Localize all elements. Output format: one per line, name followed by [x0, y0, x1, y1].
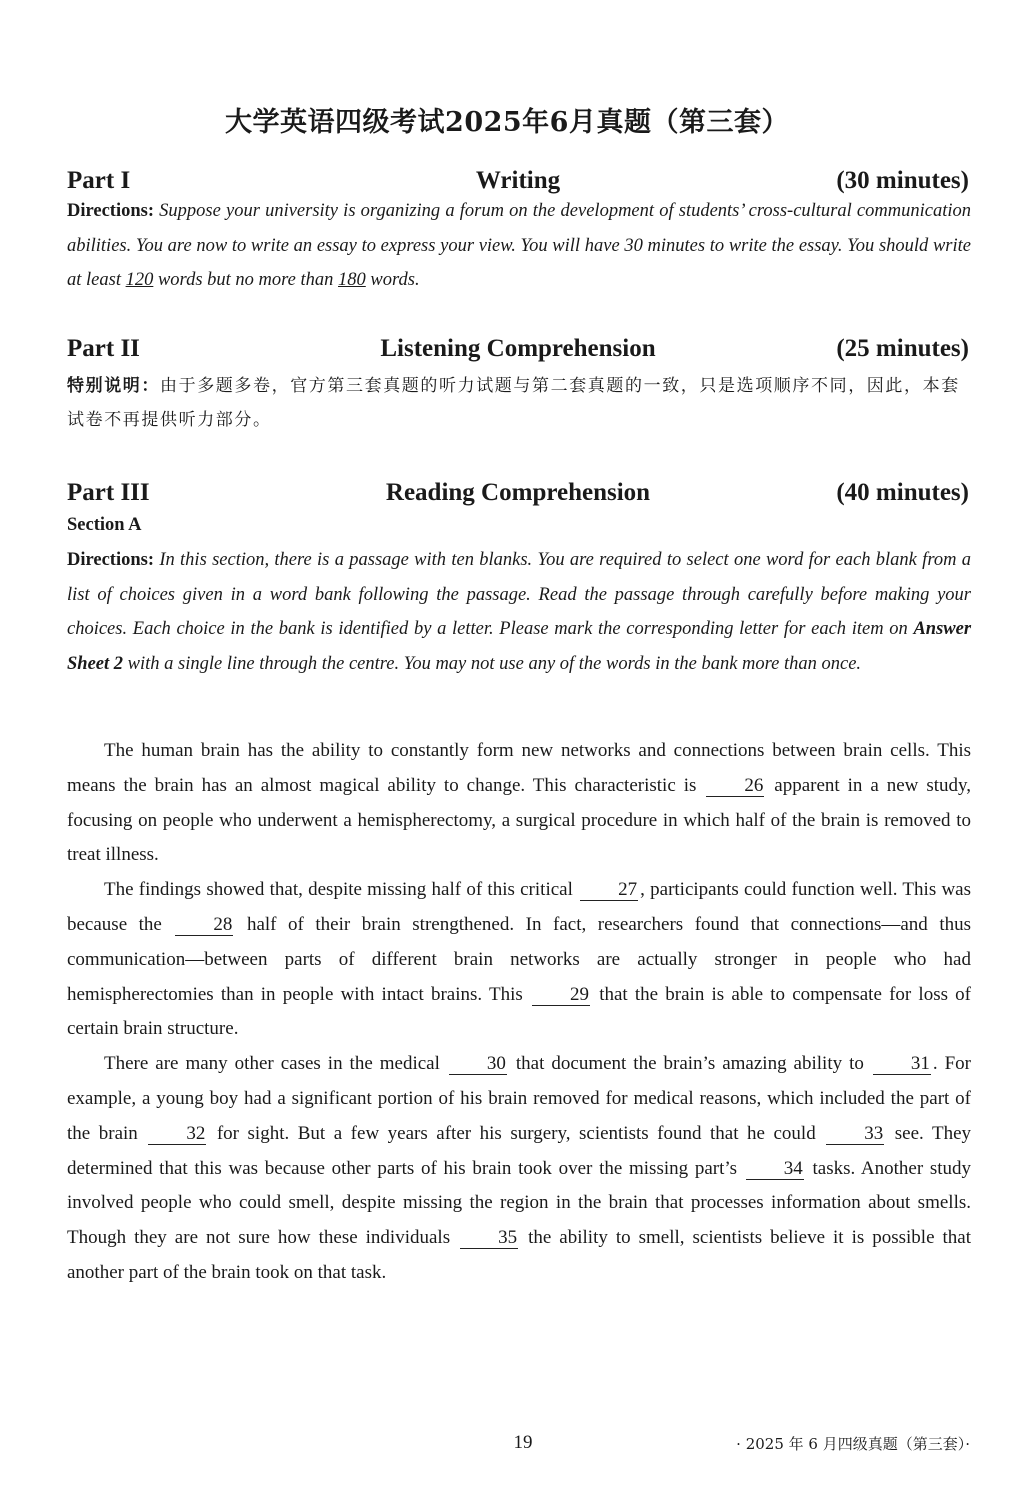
- blank-31: 31: [873, 1054, 931, 1075]
- passage-paragraph-2: [67, 873, 971, 1047]
- part2-note-text: 由于多题多卷，官方第三套真题的听力试题与第二套真题的一致，只是选项顺序不同，因此，本套试卷不再提供听力部分。: [67, 376, 960, 430]
- part1-directions-text-b: words but no more than: [157, 270, 334, 290]
- blank-32: 32: [148, 1124, 206, 1145]
- part3-directions-text-a: In this section, there is a passage with ten blanks. You are required to select one word for each blank from a list of choices given in a word bank following the passage. Read the passage through carefully before making your choices. Each choice in the bank is identified by a letter. Please mark the corresponding letter for each item on: [67, 550, 971, 639]
- part3-header: [67, 479, 969, 513]
- part1-directions-text-c: words.: [370, 270, 420, 290]
- passage-text: The findings showed that, despite missing half of this critical: [104, 879, 573, 901]
- section-a-heading: Section A: [67, 515, 142, 535]
- passage-text: , participants could function well. This was because the: [67, 879, 972, 935]
- passage-text: for sight. But a few years after his surgery, scientists found that he could: [216, 1122, 816, 1144]
- passage-paragraph-3: [67, 1047, 971, 1291]
- page-number: 19: [513, 1432, 533, 1453]
- blank-30: 30: [449, 1054, 507, 1075]
- part3-directions: [67, 543, 971, 681]
- part1-directions-label: Directions:: [67, 201, 154, 221]
- passage-text: tasks. Another study involved people who could smell, despite missing the region in the brain that processes information about smells. Though they are not sure how these individuals: [67, 1157, 972, 1249]
- passage-text: apparent in a new study, focusing on people who underwent a hemispherectomy, a surgical procedure in which half of the brain is removed to treat illness.: [67, 774, 972, 866]
- page-title: 大学英语四级考试2025年6月真题（第三套）: [225, 107, 789, 138]
- part1-label: Part I: [67, 167, 131, 194]
- part1-max-words: 180: [338, 270, 366, 290]
- part3-label: Part III: [67, 479, 150, 506]
- part1-directions-text-a: Suppose your university is organizing a forum on the development of students’ cross-cultural communication abilities. You are now to write an essay to express your view. You will have 30 minutes to write the essay. You should write at least: [67, 201, 971, 290]
- blank-26: 26: [706, 776, 764, 797]
- part2-name: Listening Comprehension: [380, 335, 656, 362]
- passage-text: half of their brain strengthened. In fact, researchers found that connections—and thus communication—between parts of different brain networks are actually stronger in people who had hemispherectomies than in people with intact brains. This: [67, 913, 971, 1005]
- part1-min-words: 120: [125, 270, 154, 290]
- part3-directions-label: Directions:: [67, 550, 154, 570]
- running-title: · 2025 年 6 月四级真题（第三套）·: [736, 1435, 970, 1453]
- passage-paragraph-1: [67, 734, 971, 873]
- answer-sheet-label: Answer Sheet 2: [67, 619, 972, 674]
- blank-28: 28: [175, 915, 233, 936]
- part2-time: (25 minutes): [836, 335, 969, 362]
- part2-header: [67, 335, 969, 369]
- passage-text: The human brain has the ability to constantly form new networks and connections between brain cells. This means the brain has an almost magical ability to change. This characteristic is: [67, 740, 971, 796]
- part3-name: Reading Comprehension: [385, 479, 651, 506]
- blank-29: 29: [532, 985, 590, 1006]
- blank-34: 34: [746, 1159, 804, 1180]
- passage-text: that the brain is able to compensate for loss of certain brain structure.: [67, 983, 972, 1040]
- part3-directions-text-b: with a single line through the centre. You may not use any of the words in the bank more than once.: [127, 653, 862, 674]
- blank-33: 33: [826, 1124, 884, 1145]
- part1-directions: [67, 194, 971, 298]
- part3-time: (40 minutes): [836, 479, 969, 506]
- passage-text: that document the brain’s amazing ability to: [515, 1053, 864, 1075]
- part2-note-label: 特别说明：: [67, 376, 160, 396]
- passage-text: the ability to smell, scientists believe it is possible that another part of the brain took on that task.: [67, 1227, 971, 1283]
- part1-time: (30 minutes): [836, 167, 969, 194]
- part2-label: Part II: [67, 335, 140, 362]
- passage-text: There are many other cases in the medical: [104, 1053, 440, 1075]
- blank-27: 27: [580, 880, 638, 901]
- passage-text: see. They determined that this was because other parts of his brain took over the missing part’s: [67, 1122, 972, 1179]
- part1-name: Writing: [475, 167, 561, 194]
- part2-note: [67, 369, 971, 437]
- blank-35: 35: [460, 1228, 518, 1249]
- passage-text: . For example, a young boy had a significant portion of his brain removed for medical reasons, which included the part of the brain: [67, 1053, 972, 1144]
- reading-passage: [67, 734, 971, 1291]
